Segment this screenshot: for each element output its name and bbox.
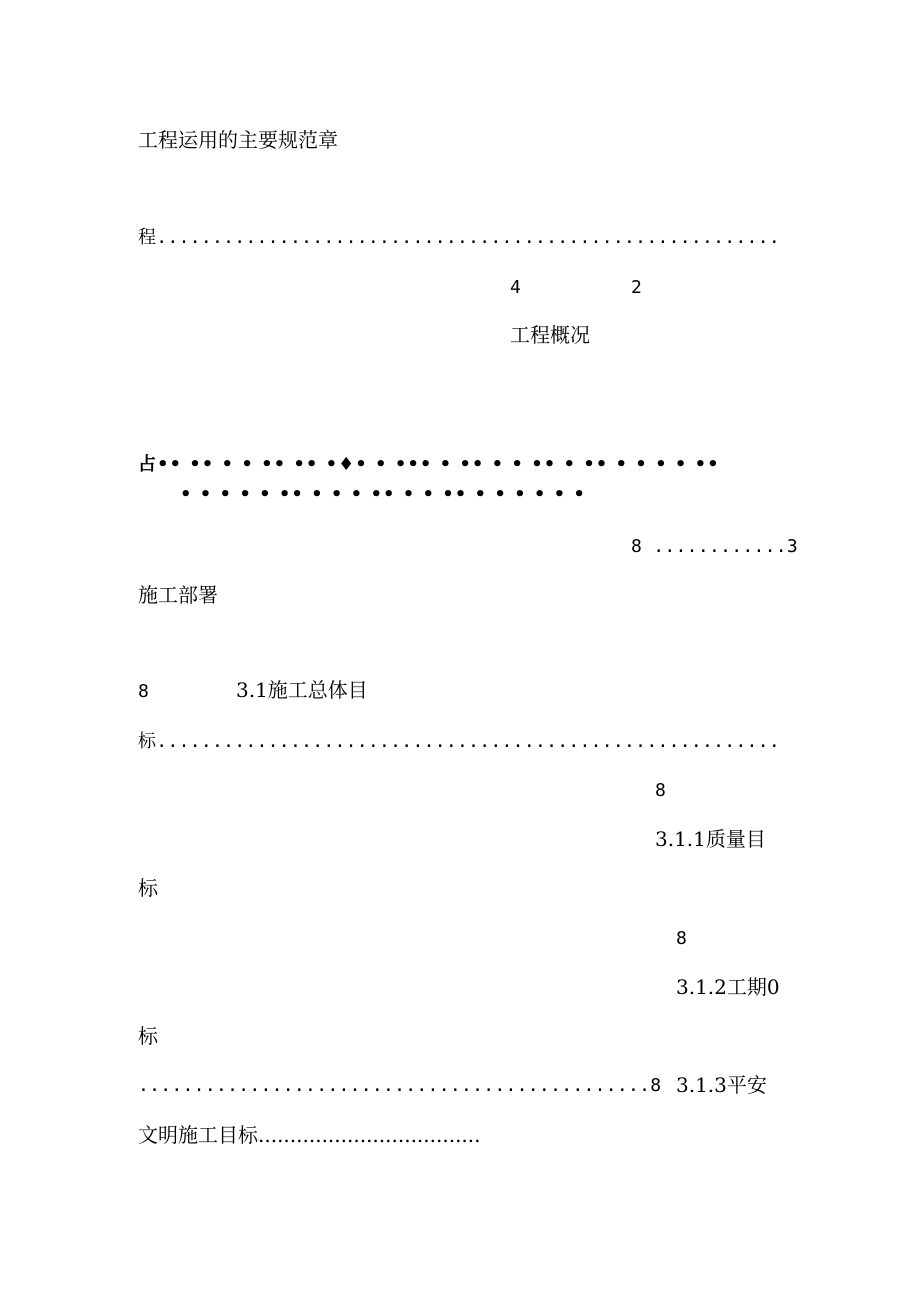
toc-line-quality-objective-cont: 标 [138, 876, 158, 900]
toc-page-number: 8 [676, 928, 688, 949]
toc-line-standards-leader: 程........................................................ [138, 227, 780, 248]
toc-line-construction-deployment: 施工部署 [138, 583, 218, 607]
toc-line-schedule-objective: 3.1.2工期0 [676, 975, 780, 999]
toc-line-standards-title: 工程运用的主要规范章 [138, 128, 338, 152]
toc-page-number: 8 [655, 780, 667, 801]
toc-line-page-and-section: 8 ............3 [631, 536, 799, 557]
toc-page-number: 4 [510, 277, 522, 298]
toc-section-number: 2 [631, 277, 643, 298]
toc-line-schedule-objective-cont: 标 [138, 1024, 158, 1048]
toc-line-quality-objective: 3.1.1质量目 [655, 827, 766, 851]
toc-line-schedule-leader: ..............................................8 [138, 1075, 662, 1096]
toc-line-characteristics-leader: 占•• •• • • •• •• •♦• • ••• • •• • • •• • •• • • • • •• [138, 454, 720, 475]
toc-line-overall-objectives-leader: 标........................................................ [138, 731, 780, 752]
toc-line-characteristics-leader-cont: • • • • • •• • • • •• • • •• • • • • • • [180, 484, 586, 505]
toc-line-project-overview: 工程概况 [510, 323, 590, 347]
toc-line-overall-objectives: 3.1施工总体目 [236, 678, 368, 702]
toc-page-number: 8 [138, 681, 150, 702]
toc-line-civilized-construction: 文明施工目标................................... [138, 1123, 481, 1147]
toc-line-safety-objective: 3.1.3平安 [676, 1073, 767, 1097]
